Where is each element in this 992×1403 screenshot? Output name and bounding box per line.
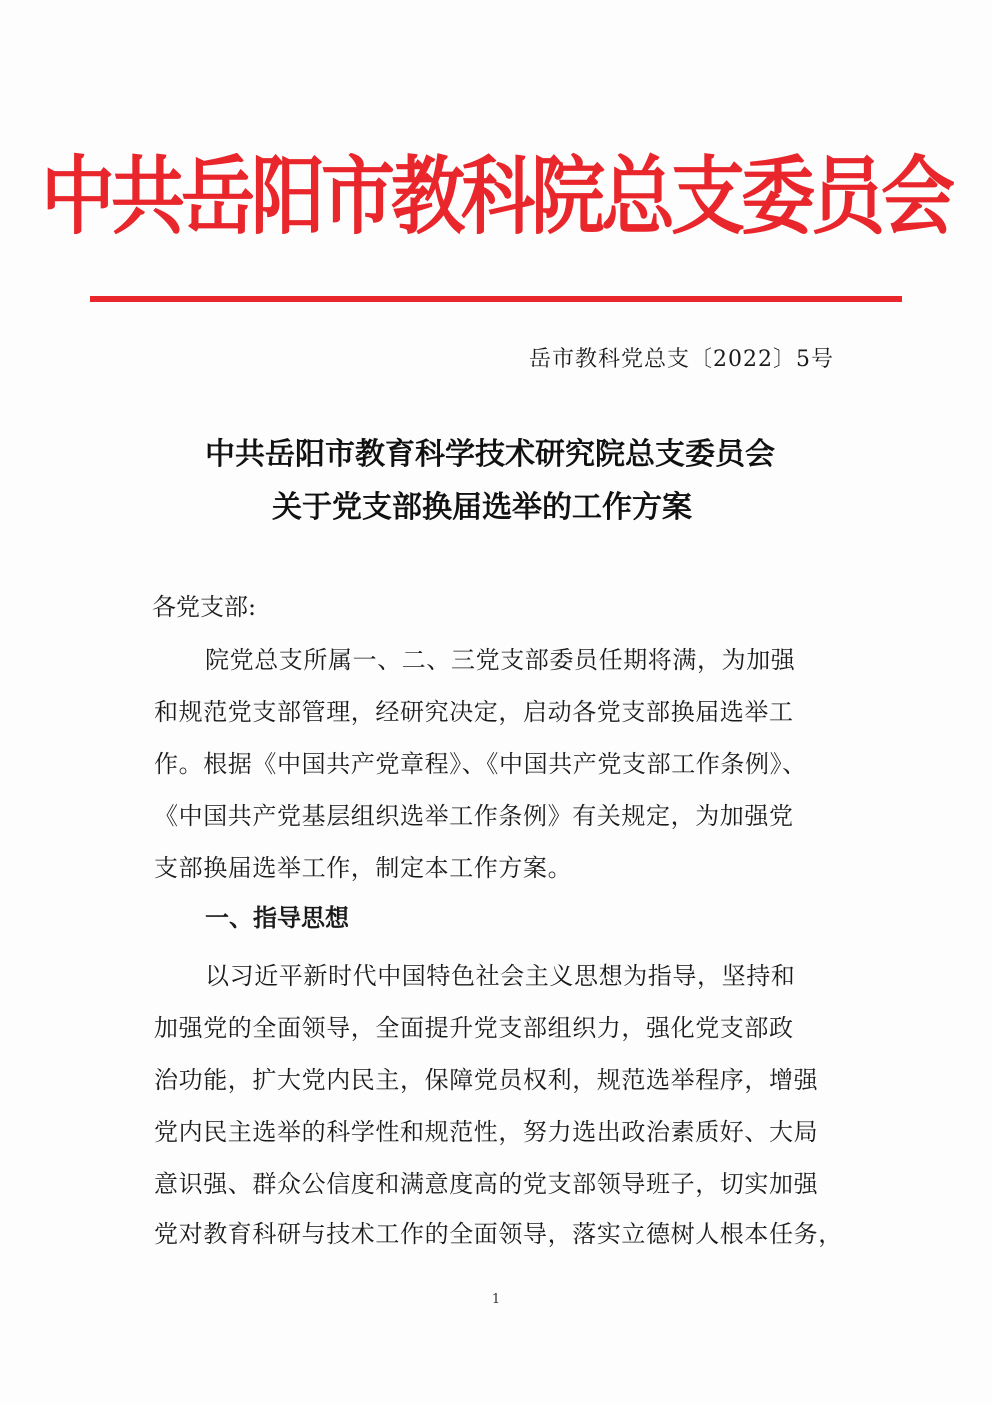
red-header-title: 中共岳阳市教科院总支委员会: [41, 147, 951, 247]
document-title-line2: 关于党支部换届选举的工作方案: [272, 490, 692, 525]
red-divider-rule: [90, 296, 902, 302]
section-line: 意识强、群众公信度和满意度高的党支部领导班子，切实加强: [154, 1170, 819, 1198]
intro-line: 和规范党支部管理，经研究决定，启动各党支部换届选举工: [154, 698, 794, 726]
section-heading: 一、指导思想: [205, 904, 349, 932]
page-number: 1: [491, 1292, 501, 1307]
intro-line: 《中国共产党基层组织选举工作条例》有关规定，为加强党: [154, 802, 794, 830]
salutation: 各党支部:: [152, 593, 257, 621]
document-title-line1: 中共岳阳市教育科学技术研究院总支委员会: [205, 437, 775, 472]
section-line: 以习近平新时代中国特色社会主义思想为指导，坚持和: [205, 962, 796, 990]
document-number: 岳市教科党总支〔2022〕5号: [529, 347, 834, 372]
section-line: 治功能，扩大党内民主，保障党员权利，规范选举程序，增强: [154, 1066, 819, 1094]
intro-line: 作。根据《中国共产党章程》、《中国共产党支部工作条例》、: [154, 750, 807, 778]
section-line: 党对教育科研与技术工作的全面领导，落实立德树人根本任务，: [154, 1220, 843, 1248]
intro-line: 支部换届选举工作，制定本工作方案。: [154, 854, 573, 882]
section-line: 党内民主选举的科学性和规范性，努力选出政治素质好、大局: [154, 1118, 819, 1146]
section-line: 加强党的全面领导，全面提升党支部组织力，强化党支部政: [154, 1014, 794, 1042]
intro-line: 院党总支所属一、二、三党支部委员任期将满，为加强: [205, 646, 796, 674]
